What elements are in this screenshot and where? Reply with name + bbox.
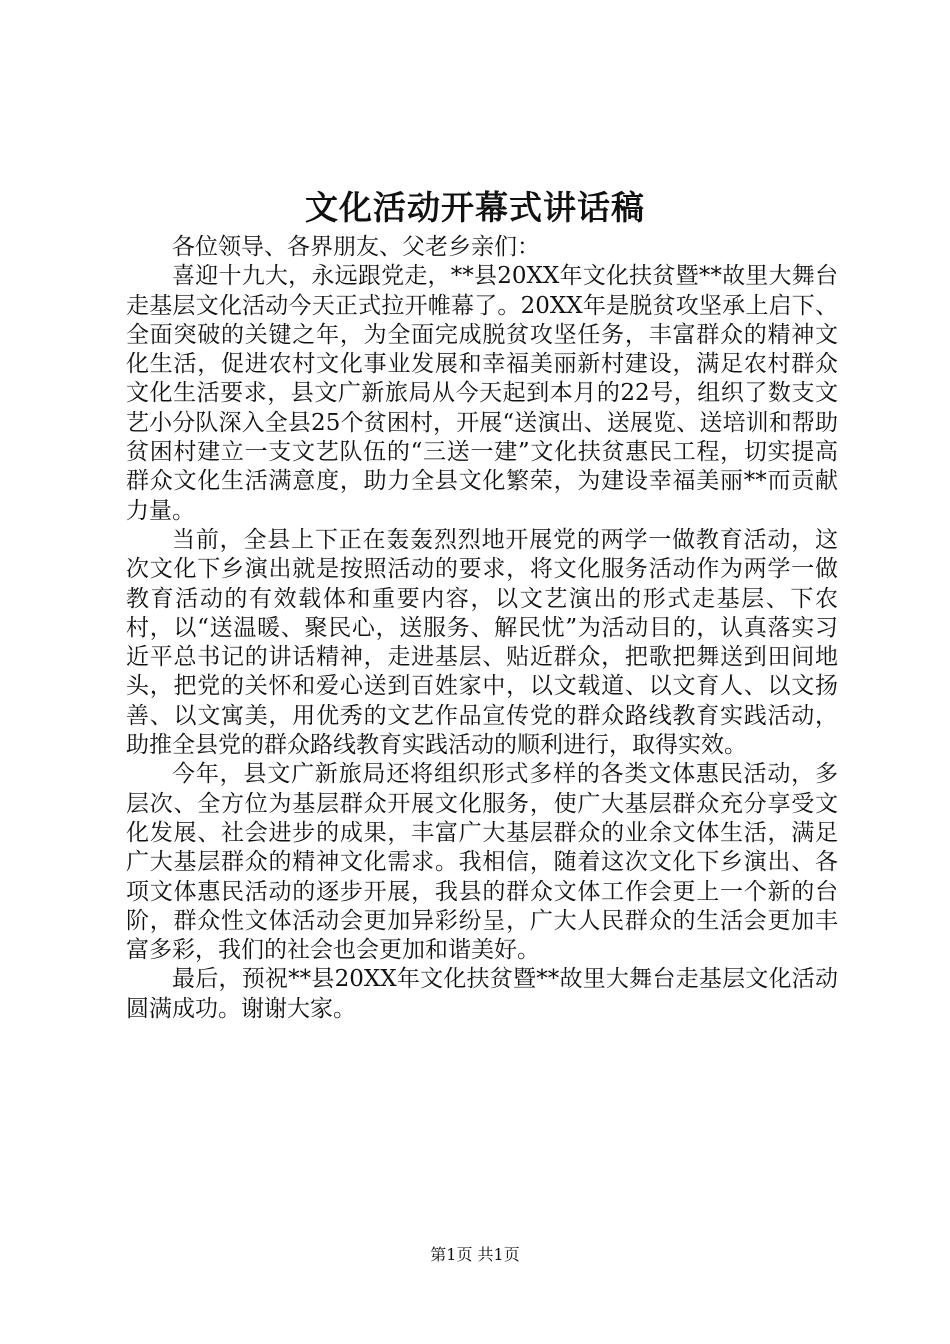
paragraph-4: 最后，预祝**县20XX年文化扶贫暨**故里大舞台走基层文化活动圆满成功。谢谢大家。: [126, 966, 838, 1022]
salutation: 各位领导、各界朋友、父老乡亲们：: [172, 234, 540, 260]
page-number-footer: 第1页 共1页: [430, 1245, 520, 1264]
paragraph-2: 当前，全县上下正在轰轰烈烈地开展党的两学一做教育活动，这次文化下乡演出就是按照活动的要求，将文化服务活动作为两学一做教育活动的有效载体和重要内容，以文艺演出的形式走基层、下农村，以“送温暖、聚民心，送服务、解民忧”为活动目的，认真落实习近平总书记的讲话精神，走进基层、贴近群众，把歌把舞送到田间地头，把党的关怀和爱心送到百姓家中，以文载道、以文育人、以文扬善、以文寓美，用优秀的文艺作品宣传党的群众路线教育实践活动，助推全县党的群众路线教育实践活动的顺利进行，取得实效。: [126, 526, 838, 759]
document-title: 文化活动开幕式讲话稿: [305, 188, 645, 227]
document-body: [126, 233, 838, 1024]
paragraph-3: 今年，县文广新旅局还将组织形式多样的各类文体惠民活动，多层次、全方位为基层群众开展文化服务，使广大基层群众充分享受文化发展、社会进步的成果，丰富广大基层群众的业余文体生活，满足广大基层群众的精神文化需求。我相信，随着这次文化下乡演出、各项文体惠民活动的逐步开展，我县的群众文体工作会更上一个新的台阶，群众性文体活动会更加异彩纷呈，广大人民群众的生活会更加丰富多彩，我们的社会也会更加和谐美好。: [126, 761, 838, 964]
paragraph-1: 喜迎十九大，永远跟党走，**县20XX年文化扶贫暨**故里大舞台走基层文化活动今天正式拉开帷幕了。20XX年是脱贫攻坚承上启下、全面突破的关键之年，为全面完成脱贫攻坚任务，丰富群众的精神文化生活，促进农村文化事业发展和幸福美丽新村建设，满足农村群众文化生活要求，县文广新旅局从今天起到本月的22号，组织了数支文艺小分队深入全县25个贫困村，开展“送演出、送展览、送培训和帮助贫困村建立一支文艺队伍的“三送一建”文化扶贫惠民工程，切实提高群众文化生活满意度，助力全县文化繁荣，为建设幸福美丽**而贡献力量。: [126, 263, 838, 524]
